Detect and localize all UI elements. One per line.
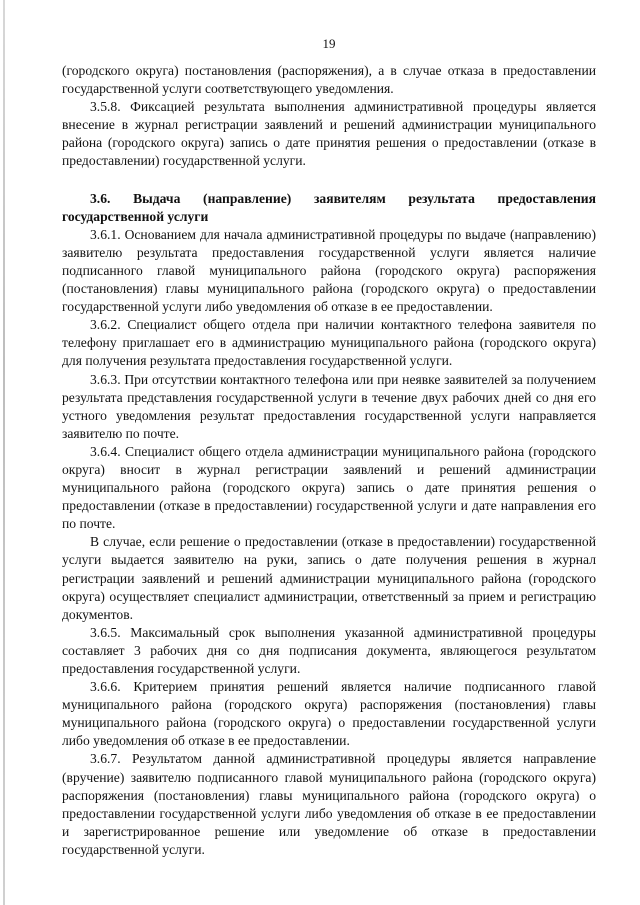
scan-edge-line (3, 0, 5, 905)
paragraph-3-5-8: 3.5.8. Фиксацией результата выполнения административной процедуры является внесение в журнал регистрации заявлений и решений администрации муниципального района (городского округа) запись о дате принятия решения о предоставлении (отказе в предоставлении) государственной услуги. (62, 99, 596, 169)
paragraph-3-6-7: 3.6.7. Результатом данной административной процедуры является направление (вручение) заявителю подписанного главой муниципального района (городского округа) распоряжения (постановления) главы муниципального района (городского округа) о предоставлении государственной услуги либо уведомления об отказе в ее предоставлении и зарегистрированное решение или уведомление об отказе в предоставлении государственной услуги. (62, 751, 596, 857)
page-number: 19 (322, 36, 336, 51)
paragraph-3-6-3: 3.6.3. При отсутствии контактного телефона или при неявке заявителей за получением результата представления государственной услуги в течение двух рабочих дней со дня его устного уведомления результат предоставления государственной услуги направляется заявителю по почте. (62, 371, 596, 441)
paragraph-3-6-4: 3.6.4. Специалист общего отдела администрации муниципального района (городского округа) вносит в журнал регистрации заявлений и решений администрации муниципального района (городского округа) запись о дате принятия решения о предоставлении (отказе в предоставлении) государственной услуги и дате направления его по почте. (62, 443, 596, 532)
paragraph-3-6-2: 3.6.2. Специалист общего отдела при наличии контактного телефона заявителя по телефону приглашает его в администрацию муниципального района (городского округа) для получения результата предоставления государственной услуги. (62, 317, 596, 369)
paragraph-continuation: (городского округа) постановления (распоряжения), а в случае отказа в предоставлении государственной услуги соответствующего уведомления. (62, 63, 596, 97)
paragraph-3-6-6: 3.6.6. Критерием принятия решений является наличие подписанного главой муниципального района (городского округа) распоряжения (постановления) главы муниципального района (городского округа) о предоставлении государственной услуги либо уведомления об отказе в ее предоставлении. (62, 679, 596, 749)
paragraph-3-6-5: 3.6.5. Максимальный срок выполнения указанной административной процедуры составляет 3 рабочих дня со дня подписания документа, являющегося результатом предоставления государственной услуги. (62, 624, 596, 676)
section-heading-3-6: 3.6. Выдача (направление) заявителям результата предоставления государственной услуги (62, 190, 596, 224)
section-gap (62, 171, 596, 190)
paragraph-3-6-1: 3.6.1. Основанием для начала административной процедуры по выдаче (направлению) заявителю результата предоставления государственной услуги является наличие подписанного главой муниципального района (городского округа) распоряжения (постановления) главы муниципального района (городского округа) о предоставлении государственной услуги либо уведомления об отказе в ее предоставлении. (62, 226, 596, 315)
paragraph-3-6-4-case: В случае, если решение о предоставлении (отказе в предоставлении) государственной услуги выдается заявителю на руки, запись о дате получения решения в журнал регистрации заявлений и решений администрации муниципального района (городского округа) осуществляет специалист администрации, ответственный за прием и регистрацию документов. (62, 534, 596, 622)
